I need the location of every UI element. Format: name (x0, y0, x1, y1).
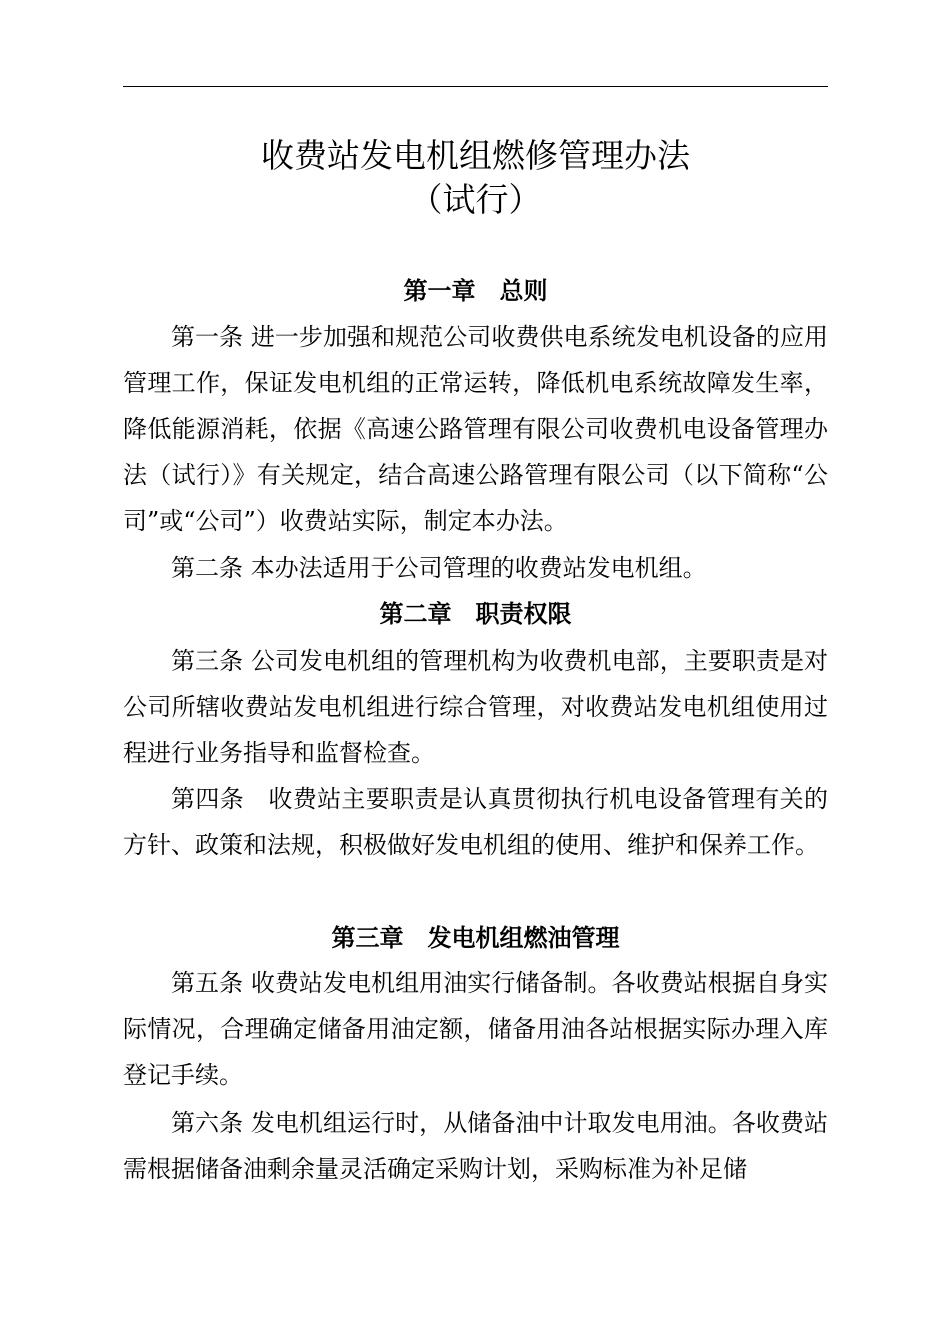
article-3-label: 第三条 (171, 647, 244, 675)
article-4-label: 第四条 (171, 785, 245, 813)
article-3-text: 公司发电机组的管理机构为收费机电部，主要职责是对公司所辖收费站发电机组进行综合管理，对收费站发电机组使用过程进行业务指导和监督检查。 (123, 647, 828, 767)
chapter-2-heading: 第二章 职责权限 (379, 600, 572, 628)
article-5-label: 第五条 (171, 969, 244, 997)
article-4 (123, 776, 828, 868)
article-1-text: 进一步加强和规范公司收费供电系统发电机设备的应用管理工作，保证发电机组的正常运转，降低机电系统故障发生率，降低能源消耗，依据《高速公路管理有限公司收费机电设备管理办法（试行）》有关规定，结合高速公路管理有限公司（以下简称“公司”或“公司”）收费站实际，制定本办法。 (123, 323, 828, 535)
article-1-label: 第一条 (171, 323, 244, 351)
article-5-text: 收费站发电机组用油实行储备制。各收费站根据自身实际情况，合理确定储备用油定额，储备用油各站根据实际办理入库登记手续。 (123, 969, 828, 1089)
article-4-text: 收费站主要职责是认真贯彻执行机电设备管理有关的方针、政策和法规，积极做好发电机组的使用、维护和保养工作。 (123, 785, 829, 859)
chapter-1-heading: 第一章 总则 (403, 277, 548, 305)
article-2-text: 本办法适用于公司管理的收费站发电机组。 (243, 554, 707, 582)
chapter-3-heading: 第三章 发电机组燃油管理 (331, 924, 620, 952)
article-5 (123, 960, 828, 1098)
article-3 (123, 638, 828, 776)
article-2 (123, 545, 828, 591)
document-title: 收费站发电机组燃修管理办法 (261, 136, 690, 175)
document-subtitle: （试行） (409, 180, 542, 219)
article-6 (123, 1100, 828, 1192)
article-2-label: 第二条 (171, 554, 243, 582)
header-rule (123, 86, 828, 87)
article-6-text: 发电机组运行时，从储备油中计取发电用油。各收费站需根据储备油剩余量灵活确定采购计划，采购标准为补足储 (123, 1109, 828, 1183)
article-1 (123, 314, 828, 544)
article-6-label: 第六条 (171, 1109, 244, 1137)
